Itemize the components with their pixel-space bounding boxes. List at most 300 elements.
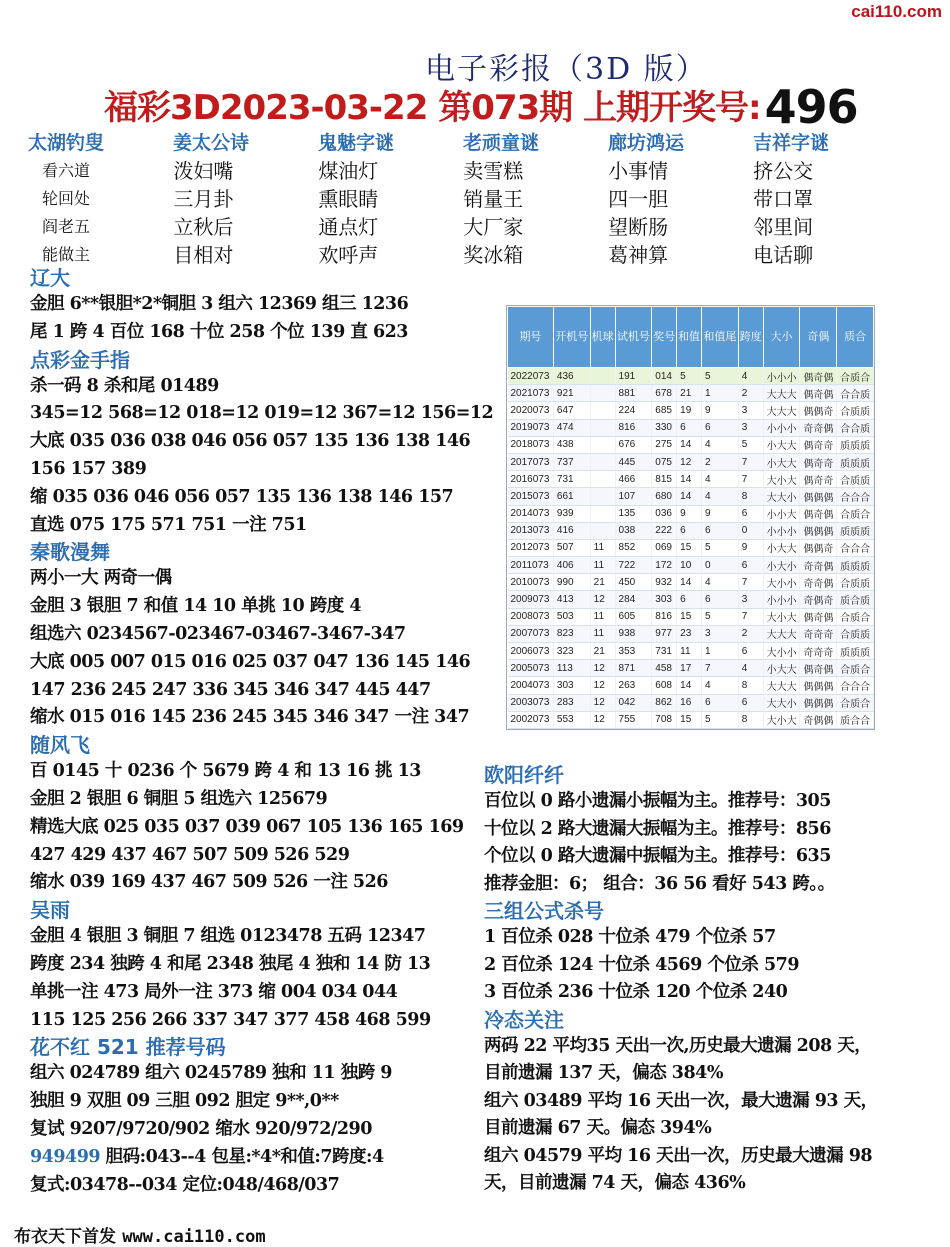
table-cell: 合质质: [837, 574, 874, 591]
table-row: [508, 505, 874, 522]
riddle-cell: 望断肠: [608, 214, 669, 239]
text-line: 复式:03478--034 定位:048/468/037: [30, 1174, 340, 1195]
table-cell: 413: [553, 591, 590, 608]
riddle-cell: 目相对: [173, 242, 234, 267]
table-cell: 12: [590, 694, 615, 711]
table-row: [508, 471, 874, 488]
table-cell: 938: [615, 625, 652, 642]
text-line: 3 百位杀 236 十位杀 120 个位杀 240: [484, 982, 788, 1002]
table-cell: 11: [590, 539, 615, 556]
text-line: 金胆 4 银胆 3 铜胆 7 组选 0123478 五码 12347: [30, 926, 426, 947]
riddle-cell: 奖冰箱: [463, 242, 524, 267]
table-row: [508, 419, 874, 436]
table-cell: 107: [615, 488, 652, 505]
table-cell: 737: [553, 453, 590, 470]
table-cell: 284: [615, 591, 652, 608]
table-cell: 921: [553, 385, 590, 402]
riddle-row: [28, 155, 898, 183]
table-cell: 4: [738, 368, 763, 385]
table-cell: 283: [553, 694, 590, 711]
table-cell: 676: [615, 436, 652, 453]
table-cell: 2014073: [508, 505, 554, 522]
riddle-cell: 熏眼睛: [318, 186, 379, 211]
table-cell: 21: [590, 643, 615, 660]
table-cell: 6: [702, 591, 739, 608]
table-cell: 2018073: [508, 436, 554, 453]
table-row: [508, 574, 874, 591]
table-cell: 647: [553, 402, 590, 419]
table-cell: 8: [738, 677, 763, 694]
table-cell: 11: [590, 608, 615, 625]
table-row: [508, 488, 874, 505]
text-line: 大底 035 036 038 046 056 057 135 136 138 146: [30, 431, 471, 452]
table-cell: 755: [615, 711, 652, 728]
table-cell: 大小大: [763, 608, 800, 625]
footer-label: 布衣天下首发: [14, 1227, 116, 1247]
table-cell: 474: [553, 419, 590, 436]
code-id: 949499: [30, 1146, 101, 1167]
table-cell: 合质合: [837, 694, 874, 711]
table-cell: 042: [615, 694, 652, 711]
table-cell: 2005073: [508, 660, 554, 677]
text-line: 缩水 015 016 145 236 245 345 346 347 一注 347: [30, 707, 470, 728]
table-cell: 19: [677, 402, 702, 419]
riddle-header: 老顽童谜: [463, 132, 540, 154]
code-line: [30, 1144, 480, 1172]
table-cell: 731: [553, 471, 590, 488]
text-line: 目前遗漏 67 天。偏态 394%: [484, 1118, 712, 1138]
site-watermark: cai110.com: [851, 2, 942, 21]
table-cell: 6: [677, 419, 702, 436]
text-line: 尾 1 跨 4 百位 168 十位 258 个位 139 直 623: [30, 321, 408, 342]
table-cell: 4: [702, 677, 739, 694]
table-cell: 2009073: [508, 591, 554, 608]
table-cell: 0: [702, 557, 739, 574]
table-cell: [590, 471, 615, 488]
table-cell: 质合合: [837, 711, 874, 728]
table-row: [508, 608, 874, 625]
text-line: 组六 03489 平均 16 天出一次，最大遗漏 93 天，: [484, 1090, 878, 1111]
table-cell: 质质质: [837, 522, 874, 539]
table-cell: 偶奇偶: [800, 368, 837, 385]
section-title: 点彩金手指: [30, 347, 130, 372]
table-cell: 608: [652, 677, 677, 694]
riddle-cell: 邻里间: [753, 214, 814, 239]
table-cell: 15: [677, 608, 702, 625]
table-cell: 191: [615, 368, 652, 385]
text-line: 个位以 0 路大遗漏中振幅为主。推荐号：635: [484, 846, 831, 866]
table-cell: 038: [615, 522, 652, 539]
table-cell: 大小小: [763, 574, 800, 591]
table-cell: 5: [702, 539, 739, 556]
table-cell: 871: [615, 660, 652, 677]
table-cell: 7: [738, 608, 763, 625]
table-cell: 9: [702, 402, 739, 419]
table-cell: 奇奇奇: [800, 643, 837, 660]
table-cell: 0: [738, 522, 763, 539]
table-cell: 5: [677, 368, 702, 385]
table-cell: 7: [738, 471, 763, 488]
table-cell: 075: [652, 453, 677, 470]
section-title: 吴雨: [30, 898, 70, 923]
text-line: 大底 005 007 015 016 025 037 047 136 145 146: [30, 651, 471, 672]
table-cell: 303: [652, 591, 677, 608]
table-cell: 2019073: [508, 419, 554, 436]
table-cell: 731: [652, 643, 677, 660]
table-cell: 263: [615, 677, 652, 694]
table-header: 和值: [677, 307, 702, 368]
table-cell: [590, 385, 615, 402]
table-cell: 11: [677, 643, 702, 660]
table-cell: 质质质: [837, 453, 874, 470]
table-row: [508, 694, 874, 711]
table-cell: 6: [738, 643, 763, 660]
table-header: 期号: [508, 307, 554, 368]
table-cell: 9: [702, 505, 739, 522]
table-row: [508, 625, 874, 642]
table-cell: 合合质: [837, 385, 874, 402]
table-cell: 8: [738, 488, 763, 505]
table-cell: 2011073: [508, 557, 554, 574]
table-cell: 合质合: [837, 608, 874, 625]
last-number: 496: [764, 80, 858, 134]
text-line: 缩水 039 169 437 467 509 526 一注 526: [30, 872, 388, 893]
riddle-header: 廊坊鸿运: [608, 132, 685, 154]
table-header: 大小: [763, 307, 800, 368]
table-cell: 奇奇偶: [800, 557, 837, 574]
text-line: 独胆 9 双胆 09 三胆 092 胆定 9**,0**: [30, 1091, 339, 1112]
table-cell: 6: [677, 591, 702, 608]
history-table: [506, 305, 875, 730]
table-cell: 偶偶偶: [800, 488, 837, 505]
table-cell: 质质质: [837, 557, 874, 574]
text-line: 2 百位杀 124 十位杀 4569 个位杀 579: [484, 954, 799, 975]
table-cell: 4: [702, 574, 739, 591]
text-line: 推荐金胆：6； 组合：36 56 看好 543 跨。。: [484, 873, 835, 894]
table-cell: 6: [677, 522, 702, 539]
right-column: [484, 762, 944, 1198]
table-cell: 939: [553, 505, 590, 522]
table-cell: 036: [652, 505, 677, 522]
table-row: [508, 436, 874, 453]
table-cell: 15: [677, 539, 702, 556]
code-text: 胆码:043--4 包星:*4*和值:7跨度:4: [100, 1146, 384, 1167]
table-cell: 小小小: [763, 368, 800, 385]
table-cell: 奇奇偶: [800, 574, 837, 591]
table-cell: 416: [553, 522, 590, 539]
table-cell: 大大大: [763, 402, 800, 419]
table-cell: 偶偶偶: [800, 694, 837, 711]
table-header: 试机号: [615, 307, 652, 368]
table-cell: 3: [702, 625, 739, 642]
table-cell: 2002073: [508, 711, 554, 728]
table-cell: 1: [702, 643, 739, 660]
text-line: 组选六 0234567-023467-03467-3467-347: [30, 623, 406, 644]
section-title: 冷态关注: [484, 1007, 564, 1032]
riddle-cell: 欢呼声: [318, 242, 379, 267]
table-row: [508, 557, 874, 574]
table-cell: 815: [652, 471, 677, 488]
table-cell: 4: [702, 471, 739, 488]
table-cell: 3: [738, 591, 763, 608]
table-cell: 881: [615, 385, 652, 402]
table-cell: 069: [652, 539, 677, 556]
table-cell: 323: [553, 643, 590, 660]
riddle-cell: 电话聊: [753, 242, 814, 267]
table-cell: 合质质: [837, 471, 874, 488]
table-cell: 14: [677, 471, 702, 488]
riddle-cell: 大厂家: [463, 214, 524, 239]
table-cell: 9: [677, 505, 702, 522]
section-title: 秦歌漫舞: [30, 540, 110, 565]
section-title: 三组公式杀号: [484, 899, 604, 923]
table-cell: [590, 505, 615, 522]
table-cell: [590, 402, 615, 419]
table-cell: 合合质: [837, 419, 874, 436]
table-header: 奇偶: [800, 307, 837, 368]
table-cell: 862: [652, 694, 677, 711]
table-cell: 2012073: [508, 539, 554, 556]
issue-subtitle: 福彩3D2023-03-22 第073期 上期开奖号:496: [104, 80, 858, 134]
table-cell: 12: [590, 711, 615, 728]
riddle-header: 吉祥字谜: [753, 132, 830, 154]
table-cell: 6: [702, 522, 739, 539]
table-cell: 275: [652, 436, 677, 453]
table-cell: 014: [652, 368, 677, 385]
table-cell: 质合质: [837, 591, 874, 608]
table-cell: 小小大: [763, 505, 800, 522]
riddle-cell: 通点灯: [318, 214, 379, 239]
table-cell: 偶偶奇: [800, 402, 837, 419]
footer: [14, 1222, 266, 1247]
riddle-cell: 三月卦: [173, 186, 234, 211]
table-cell: [590, 453, 615, 470]
table-cell: 5: [738, 436, 763, 453]
table-cell: 466: [615, 471, 652, 488]
table-cell: 7: [738, 574, 763, 591]
text-line: 金胆 6**银胆*2*铜胆 3 组六 12369 组三 1236: [30, 294, 409, 314]
section-title: 花不红 521 推荐号码: [30, 1035, 226, 1060]
table-cell: 9: [738, 539, 763, 556]
table-header: 开机号: [553, 307, 590, 368]
table-cell: 2010073: [508, 574, 554, 591]
text-line: 组六 04579 平均 16 天出一次，历史最大遗漏 98: [484, 1145, 873, 1166]
table-cell: 6: [738, 505, 763, 522]
riddle-cell: 看六道: [42, 160, 91, 180]
riddle-row: [28, 211, 898, 239]
table-cell: 合合合: [837, 677, 874, 694]
table-cell: 11: [590, 557, 615, 574]
table-cell: 合合合: [837, 488, 874, 505]
section-title: 随风飞: [30, 733, 90, 758]
riddle-cell: 立秋后: [173, 214, 234, 239]
table-cell: 2007073: [508, 625, 554, 642]
table-cell: 6: [738, 694, 763, 711]
table-row: [508, 711, 874, 728]
riddle-cell: 能做主: [42, 244, 91, 264]
table-cell: 12: [677, 453, 702, 470]
table-cell: 224: [615, 402, 652, 419]
text-line: 1 百位杀 028 十位杀 479 个位杀 57: [484, 927, 776, 947]
riddle-row: [28, 183, 898, 211]
table-cell: 奇偶奇: [800, 591, 837, 608]
table-cell: 偶偶偶: [800, 522, 837, 539]
table-cell: 2022073: [508, 368, 554, 385]
riddle-cell: 葛神算: [608, 242, 669, 267]
text-line: 直选 075 175 571 751 一注 751: [30, 514, 307, 535]
table-cell: 偶奇奇: [800, 436, 837, 453]
table-cell: 605: [615, 608, 652, 625]
riddle-cell: 带口罩: [753, 186, 814, 211]
table-cell: 12: [590, 591, 615, 608]
riddle-cell: 轮回处: [42, 188, 91, 208]
left-column: [30, 265, 494, 1199]
table-cell: 小大大: [763, 539, 800, 556]
table-cell: 4: [702, 488, 739, 505]
text-line: 组六 024789 组六 0245789 独和 11 独跨 9: [30, 1063, 392, 1084]
table-row: [508, 660, 874, 677]
table-cell: 406: [553, 557, 590, 574]
table-cell: 偶偶奇: [800, 539, 837, 556]
table-cell: 6: [738, 557, 763, 574]
table-cell: 172: [652, 557, 677, 574]
table-row: [508, 522, 874, 539]
text-line: 百 0145 十 0236 个 5679 跨 4 和 13 16 挑 13: [30, 761, 421, 782]
text-line: 156 157 389: [30, 458, 147, 479]
table-row: [508, 677, 874, 694]
text-line: 金胆 3 银胆 7 和值 14 10 单挑 10 跨度 4: [30, 596, 362, 617]
table-row: [508, 453, 874, 470]
table-cell: 合质合: [837, 505, 874, 522]
table-cell: 大小大: [763, 711, 800, 728]
table-cell: 2006073: [508, 643, 554, 660]
table-cell: 7: [702, 660, 739, 677]
table-cell: 偶奇奇: [800, 453, 837, 470]
table-header: 机球: [590, 307, 615, 368]
table-header: 和值尾: [702, 307, 739, 368]
table-cell: 6: [702, 419, 739, 436]
table-cell: 7: [738, 453, 763, 470]
table-cell: 852: [615, 539, 652, 556]
table-cell: 偶奇偶: [800, 505, 837, 522]
table-cell: 2020073: [508, 402, 554, 419]
table-cell: 708: [652, 711, 677, 728]
table-cell: 小大大: [763, 453, 800, 470]
table-cell: 816: [615, 419, 652, 436]
riddle-grid: [28, 128, 898, 267]
text-line: 复试 9207/9720/902 缩水 920/972/290: [30, 1118, 372, 1139]
table-cell: 932: [652, 574, 677, 591]
table-cell: 质质质: [837, 643, 874, 660]
table-cell: 458: [652, 660, 677, 677]
table-cell: 奇偶偶: [800, 711, 837, 728]
table-cell: 合质质: [837, 402, 874, 419]
table-cell: 21: [590, 574, 615, 591]
table-cell: 合质合: [837, 660, 874, 677]
table-cell: 小小小: [763, 591, 800, 608]
table-cell: 14: [677, 436, 702, 453]
riddle-cell: 卖雪糕: [463, 158, 524, 183]
table-cell: 222: [652, 522, 677, 539]
text-line: 147 236 245 247 336 345 346 347 445 447: [30, 679, 431, 700]
table-cell: 14: [677, 488, 702, 505]
table-cell: 12: [590, 660, 615, 677]
table-cell: 大小大: [763, 471, 800, 488]
table-cell: 小小小: [763, 419, 800, 436]
riddle-row: [28, 239, 898, 267]
table-cell: 大大小: [763, 694, 800, 711]
text-line: 单挑一注 473 局外一注 373 缩 004 034 044: [30, 981, 398, 1002]
text-line: 跨度 234 独跨 4 和尾 2348 独尾 4 独和 14 防 13: [30, 953, 431, 974]
table-cell: 2016073: [508, 471, 554, 488]
table-cell: 合质合: [837, 368, 874, 385]
table-cell: 2004073: [508, 677, 554, 694]
text-line: 缩 035 036 046 056 057 135 136 138 146 157: [30, 486, 454, 507]
text-line: 目前遗漏 137 天，偏态 384%: [484, 1063, 723, 1083]
table-cell: 偶奇偶: [800, 385, 837, 402]
table-cell: 2013073: [508, 522, 554, 539]
table-cell: [590, 488, 615, 505]
table-row: [508, 402, 874, 419]
table-cell: 合合合: [837, 539, 874, 556]
table-cell: 合质质: [837, 625, 874, 642]
table-cell: 685: [652, 402, 677, 419]
table-cell: 14: [677, 574, 702, 591]
section-title: 辽大: [30, 266, 70, 290]
table-cell: 2021073: [508, 385, 554, 402]
table-cell: 17: [677, 660, 702, 677]
text-line: 两码 22 平均35 天出一次,历史最大遗漏 208 天，: [484, 1035, 872, 1056]
table-cell: 大大大: [763, 677, 800, 694]
text-line: 两小一大 两奇一偶: [30, 568, 172, 589]
table-cell: 2003073: [508, 694, 554, 711]
riddle-cell: 小事情: [608, 158, 669, 183]
table-cell: 小大小: [763, 557, 800, 574]
table-cell: 680: [652, 488, 677, 505]
riddle-header: 姜太公诗: [173, 132, 250, 154]
text-line: 十位以 2 路大遗漏大振幅为主。推荐号：856: [484, 818, 831, 839]
table-cell: 678: [652, 385, 677, 402]
table-cell: 2008073: [508, 608, 554, 625]
table-cell: 503: [553, 608, 590, 625]
table-cell: 1: [702, 385, 739, 402]
table-cell: 12: [590, 677, 615, 694]
table-header: 奖号: [652, 307, 677, 368]
table-cell: 小大大: [763, 436, 800, 453]
table-cell: 15: [677, 711, 702, 728]
table-row: [508, 539, 874, 556]
riddle-header: 太湖钓叟: [28, 132, 105, 154]
riddle-header: 鬼魅字谜: [318, 132, 395, 154]
text-line: 天，目前遗漏 74 天，偏态 436%: [484, 1173, 746, 1193]
table-cell: 990: [553, 574, 590, 591]
table-cell: 偶奇偶: [800, 608, 837, 625]
table-cell: 4: [738, 660, 763, 677]
table-cell: 438: [553, 436, 590, 453]
table-header: 跨度: [738, 307, 763, 368]
table-cell: 16: [677, 694, 702, 711]
text-line: 精选大底 025 035 037 039 067 105 136 165 169: [30, 816, 464, 837]
text-line: 345=12 568=12 018=12 019=12 367=12 156=12: [30, 403, 494, 424]
table-cell: 8: [738, 711, 763, 728]
table-cell: 823: [553, 625, 590, 642]
table-cell: 303: [553, 677, 590, 694]
riddle-cell: 泼妇嘴: [173, 158, 234, 183]
riddle-cell: 煤油灯: [318, 158, 379, 183]
table-row: [508, 643, 874, 660]
table-cell: 3: [738, 402, 763, 419]
table-cell: 436: [553, 368, 590, 385]
